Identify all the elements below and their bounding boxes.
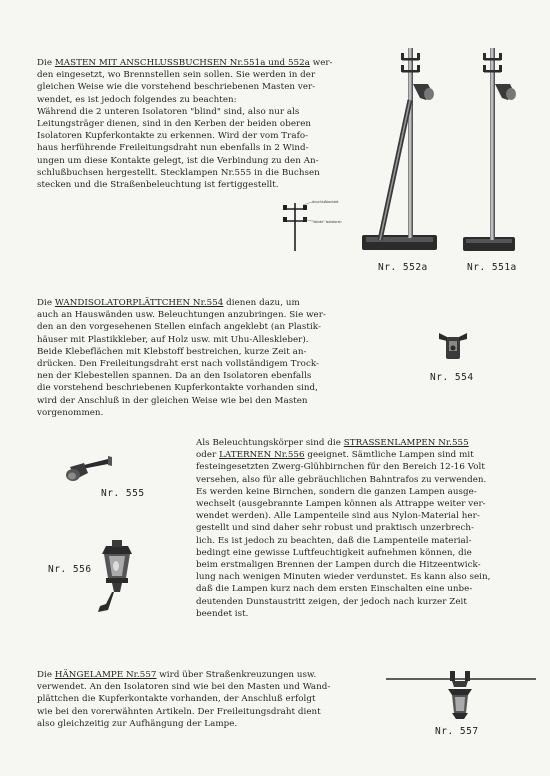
text-segment: wendet, es ist jedoch folgendes zu beachten: (37, 94, 237, 105)
lampen-paragraph (196, 437, 490, 620)
text-line (196, 535, 490, 547)
text-line (37, 346, 326, 358)
text-segment: gestellt und sind daher sehr robust und praktisch unzerbrech- (196, 523, 475, 534)
product-heading: HÄNGELAMPE Nr.557 (54, 670, 157, 680)
wandisolator-paragraph (37, 297, 326, 419)
text-line (37, 142, 333, 154)
text-line (196, 474, 490, 486)
text-segment: wird der Anschluß in der gleichen Weise wie bei den Masten (37, 395, 308, 406)
wall-insulator-photo-icon (437, 331, 471, 361)
text-segment: gleichen Weise wie die vorstehend beschriebenen Masten ver- (37, 82, 316, 93)
product-heading: STRASSENLAMPEN Nr.555 (343, 438, 469, 448)
text-segment: deutenden Dunstaustritt zeigen, der jedoch nach kurzer Zeit (196, 596, 467, 607)
text-segment: die vorstehend beschriebenen Kupferkontakte vorhanden sind, (37, 383, 318, 394)
text-segment: daß die Lampen kurz nach dem ersten Einschalten eine unbe- (196, 584, 473, 595)
lantern-photo-icon (92, 540, 142, 620)
text-line (196, 608, 490, 620)
text-line (37, 334, 326, 346)
text-segment: den an den vorgesehenen Stellen einfach angeklebt (an Plastik- (37, 322, 321, 333)
text-line (37, 706, 330, 718)
text-segment: schlußbuchsen hergestellt. Stecklampen Nr.555 in die Buchsen (37, 167, 320, 178)
text-line (196, 437, 490, 449)
product-heading: WANDISOLATORPLÄTTCHEN Nr.554 (54, 298, 224, 308)
text-segment: lung nach wenigen Minuten wieder verdunstet. Es kann also sein, (196, 572, 491, 583)
text-line (196, 461, 490, 473)
caption-551a: Nr. 551a (467, 262, 517, 273)
text-segment: häuser mit Plastikkleber, auf Holz usw. mit Uhu-Alleskleber). (37, 334, 309, 345)
masten-paragraph (37, 57, 333, 191)
text-segment: Es werden keine Birnchen, sondern die ganzen Lampen ausge- (196, 486, 477, 497)
text-line (37, 118, 333, 130)
caption-556: Nr. 556 (48, 564, 92, 575)
text-segment: wer- (309, 58, 333, 68)
text-line (37, 81, 333, 93)
text-segment: ungen um diese Kontakte gelegt, ist die Verbindung zu den An- (37, 155, 319, 166)
text-segment: verwendet. An den Isolatoren sind wie bei den Masten und Wand- (37, 682, 331, 693)
text-line (37, 155, 333, 167)
text-line (37, 718, 330, 730)
text-segment: vorgenommen. (37, 407, 104, 418)
caption-552a: Nr. 552a (378, 262, 428, 273)
haengelampe-paragraph (37, 669, 330, 730)
product-heading: MASTEN MIT ANSCHLUSSBUCHSEN Nr.551a und 552a (54, 58, 310, 68)
hanging-lamp-photo-icon (386, 665, 536, 725)
text-line (196, 498, 490, 510)
text-line (196, 510, 490, 522)
text-segment: wendet werden). Alle Lampenteile sind aus Nylon-Material her- (196, 511, 480, 522)
text-line (37, 309, 326, 321)
text-segment: also gleichzeitig zur Aufhängung der Lampe. (37, 718, 238, 729)
text-segment: Während die 2 unteren Isolatoren "blind" sind, also nur als (37, 106, 300, 117)
text-segment: beim erstmaligen Brennen der Lampen durch die Hitzeentwick- (196, 560, 481, 571)
mast-551a-photo-icon (462, 40, 522, 260)
caption-555: Nr. 555 (101, 488, 145, 499)
text-line (37, 179, 333, 191)
text-segment: haus herführende Freileitungsdraht nun ebenfalls in 2 Wind- (37, 143, 309, 154)
text-line (37, 669, 330, 681)
text-segment: dienen dazu, um (223, 298, 300, 308)
text-segment: Als Beleuchtungskörper sind die (196, 438, 344, 448)
text-line (37, 94, 333, 106)
text-line (37, 130, 333, 142)
mast-552a-photo-icon (362, 40, 442, 260)
text-segment: drücken. Den Freileitungsdraht erst nach vollständigem Trock- (37, 359, 320, 370)
text-segment: Die (37, 670, 55, 680)
text-line (37, 358, 326, 370)
text-line (196, 449, 490, 461)
text-segment: bedingt eine gewisse Luftfeuchtigkeit aufnehmen können, die (196, 547, 472, 558)
text-line (37, 407, 326, 419)
text-segment: Beide Klebeflächen mit Klebstoff bestreichen, kurze Zeit an- (37, 346, 307, 357)
mast-diagram-icon (282, 199, 322, 254)
text-segment: wechselt (ausgebrannte Lampen können als Attrappe weiter ver- (196, 499, 486, 510)
text-segment: nen der Klebestellen spannen. Da an den Isolatoren ebenfalls (37, 371, 312, 382)
text-segment: wie bei den vorerwähnten Artikeln. Der Freileitungsdraht dient (37, 706, 321, 717)
text-segment: Isolatoren Kupferkontakte zu erkennen. Wird der vom Trafo- (37, 131, 309, 142)
text-line (37, 693, 330, 705)
text-line (196, 547, 490, 559)
text-line (37, 395, 326, 407)
text-segment: versehen, also für alle gebräuchlichen Bahntrafos zu verwenden. (196, 474, 487, 485)
text-line (196, 522, 490, 534)
text-segment: lich. Es ist jedoch zu beachten, daß die Lampenteile material- (196, 535, 472, 546)
text-line (37, 57, 333, 69)
product-heading: LATERNEN Nr.556 (219, 450, 305, 461)
text-segment: beendet ist. (196, 608, 249, 619)
text-line (37, 167, 333, 179)
text-line (196, 571, 490, 583)
text-segment: plättchen die Kupferkontakte vorhanden, der Anschluß erfolgt (37, 694, 316, 705)
text-segment: Die (37, 58, 55, 68)
text-segment: wird über Straßenkreuzungen usw. (156, 670, 317, 680)
text-segment: Die (37, 298, 55, 308)
street-lamp-photo-icon (62, 453, 114, 485)
text-line (196, 583, 490, 595)
text-line (37, 681, 330, 693)
text-line (37, 69, 333, 81)
text-line (37, 106, 333, 118)
caption-554: Nr. 554 (430, 372, 474, 383)
text-line (196, 559, 490, 571)
text-line (196, 486, 490, 498)
text-line (37, 382, 326, 394)
text-line (37, 321, 326, 333)
text-segment: stecken und die Straßenbeleuchtung ist fertiggestellt. (37, 180, 279, 191)
text-segment: Leitungsträger dienen, sind in den Kerben der beiden oberen (37, 119, 312, 130)
text-segment: auch an Hauswänden usw. Beleuchtungen anzubringen. Sie wer- (37, 310, 326, 321)
text-segment: den eingesetzt, wo Brennstellen sein sollen. Sie werden in der (37, 70, 316, 81)
text-segment: oder (196, 450, 220, 461)
diagram-label-top: Anschlußkontakt (312, 200, 339, 204)
diagram-label-bottom: "blinde" Isolatoren (312, 220, 342, 224)
text-line (196, 596, 490, 608)
text-segment: festeingesetzten Zwerg-Glühbirnchen für den Bereich 12-16 Volt (196, 462, 485, 473)
text-line (37, 370, 326, 382)
text-line (37, 297, 326, 309)
caption-557: Nr. 557 (435, 726, 479, 737)
text-segment: geeignet. Sämtliche Lampen sind mit (304, 450, 474, 461)
